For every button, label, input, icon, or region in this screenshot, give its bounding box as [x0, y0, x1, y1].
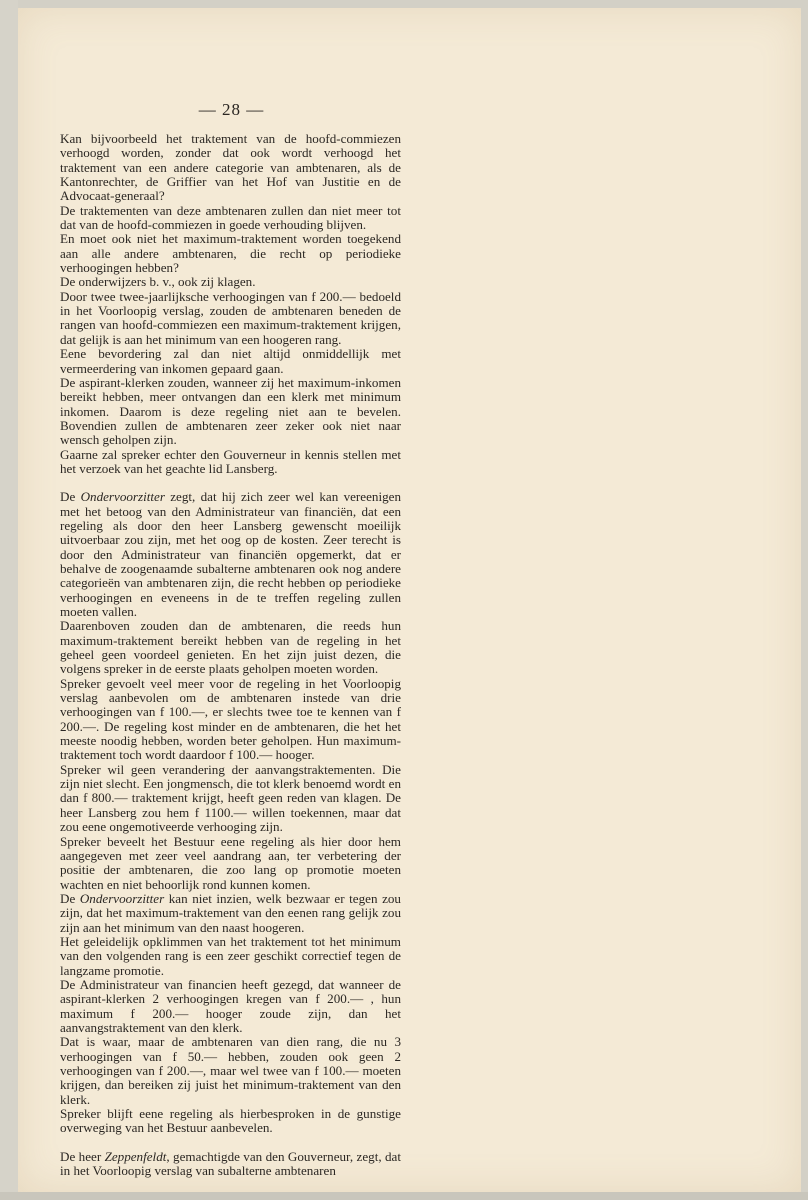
paragraph-text: De traktementen van deze ambtenaren zullen dan niet meer tot dat van de hoofd-commiezen in goede verhouding blijven. — [60, 202, 401, 233]
speaker-name: Zeppenfeldt — [104, 1148, 167, 1164]
scan-left-margin — [0, 0, 18, 1200]
paragraph-prefix: De — [60, 890, 80, 906]
page-number: — 28 — — [198, 100, 265, 119]
paragraph-text: Spreker wil geen verandering der aanvangstraktementen. Die zijn niet slecht. Een jongmensch, die tot klerk benoemd wordt en dan f 800.— traktement krijgt, heeft geen reden van klagen. De heer Lansberg zou hem f 1100.— willen toekennen, maar dat zou eene ongemotiveerde verhooging zijn. — [60, 761, 401, 835]
paragraph-text: De Administrateur van financien heeft gezegd, dat wanneer de aspirant-klerken 2 verhoogingen kregen van f 200.— , hun maximum f 200.— hooger zoude zijn, dan het aanvangstraktement van den klerk. — [60, 976, 401, 1035]
paragraph-text: Spreker blijft eene regeling als hierbesproken in de gunstige overweging van het Bestuur aanbevelen. — [60, 1106, 401, 1136]
paragraph-text: Door twee twee-jaarlijksche verhoogingen van f 200.— bedoeld in het Voorloopig verslag, zouden de ambtenaren beneden de rangen van hoofd-commiezen een maximum-traktement krijgen, dat gelijk is aan het minimum van een hoogeren rang. — [60, 288, 401, 347]
paragraph-text: Gaarne zal spreker echter den Gouverneur in kennis stellen met het verzoek van het geachte lid Lansberg. — [60, 446, 401, 476]
paragraph — [60, 132, 401, 204]
paragraph-text: Kan bijvoorbeeld het traktement van de hoofd-commiezen verhoogd worden, zonder dat ook wordt verhoogd het traktement van een andere categorie van ambtenaren, als de Kantonrechter, de Griffier van het Hof van Justitie en de Advocaat-generaal? — [60, 131, 401, 204]
paragraph — [60, 232, 401, 275]
paragraph-text: Dat is waar, maar de ambtenaren van dien rang, die nu 3 verhoogingen van f 50.— hebben, zouden ook geen 2 verhoogingen van f 200.—, maar wel twee van f 100.— moeten krijgen, dan bereiken zij juist het minimum-traktement van den klerk. — [60, 1034, 401, 1107]
paragraph — [60, 347, 401, 376]
paragraph-prefix: De heer — [60, 1148, 105, 1164]
paragraph — [60, 892, 401, 935]
paragraph-text: , gemachtigde van den Gouverneur, zegt, dat in het Voorloopig verslag van subalterne ambtenaren — [60, 1148, 401, 1179]
paragraph-text: kan niet inzien, welk bezwaar er tegen zou zijn, dat het maximum-traktement van den eenen rang gelijk zou zijn aan het minimum van den naast hoogeren. — [60, 890, 401, 935]
paragraph-text: Eene bevordering zal dan niet altijd onmiddellijk met vermeerdering van inkomen gepaard gaan. — [60, 346, 401, 376]
paragraph-text: Spreker beveelt het Bestuur eene regeling als hier door hem aangegeven met zeer veel aandrang aan, ter verbetering der positie der ambtenaren, die zoo lang op promotie moeten wachten en niet behoorlijk rond kunnen komen. — [60, 833, 401, 892]
paragraph — [60, 275, 401, 289]
paragraph — [60, 935, 401, 978]
paragraph — [60, 376, 401, 448]
paragraph — [60, 204, 401, 233]
paragraph-text: zegt, dat hij zich zeer wel kan vereenigen met het betoog van den Administrateur van financiën, dat een regeling als door den heer Lansberg gewenscht moeilijk uitvoerbaar zou zijn, met het oog op de kosten. Zeer terecht is door den Administrateur van financiën opgemerkt, dat er behalve de zoogenaamde subalterne ambtenaren ook nog andere categorieën van ambtenaren zijn, die recht hebben op periodieke verhoogingen en eveneens in de te treffen regeling zullen moeten vallen. — [60, 489, 401, 619]
paragraph — [60, 290, 401, 347]
scan-bottom-margin — [0, 1192, 808, 1200]
body-text — [60, 132, 401, 1178]
paragraph-prefix: De — [60, 489, 81, 505]
speaker-name: Ondervoorzitter — [80, 489, 165, 505]
speaker-name: Ondervoorzitter — [79, 890, 165, 906]
paragraph-text: Het geleidelijk opklimmen van het traktement tot het minimum van den volgenden rang is een zeer geschikt correctief tegen de langzame promotie. — [60, 933, 401, 978]
paragraph — [60, 835, 401, 892]
paragraph — [60, 763, 401, 835]
paragraph-text: De onderwijzers b. v., ook zij klagen. — [60, 274, 256, 290]
paragraph-text: De aspirant-klerken zouden, wanneer zij het maximum-inkomen bereikt hebben, meer ontvangen dan een klerk met minimum inkomen. Daarom is deze regeling niet aan te bevelen. Bovendien zullen de ambtenaren zeer zeker ook niet naar wensch geholpen zijn. — [60, 374, 401, 448]
paragraph — [60, 448, 401, 477]
paragraph — [60, 1035, 401, 1107]
paragraph — [60, 978, 401, 1035]
paragraph — [60, 1150, 401, 1179]
paragraph-text: Daarenboven zouden dan de ambtenaren, die reeds hun maximum-traktement bereikt hebben van de regeling in het geheel geen voordeel genieten. En het zijn juist dezen, die volgens spreker in de eerste plaats geholpen moeten worden. — [60, 618, 401, 677]
paragraph-text: En moet ook niet het maximum-traktement worden toegekend aan alle andere ambtenaren, die recht op periodieke verhoogingen hebben? — [60, 231, 401, 276]
paragraph — [60, 619, 401, 676]
paragraph — [60, 490, 401, 619]
paragraph — [60, 677, 401, 763]
paragraph — [60, 1107, 401, 1136]
paragraph-text: Spreker gevoelt veel meer voor de regeling in het Voorloopig verslag aanbevolen om de ambtenaren instede van drie verhoogingen van f 100.—, er slechts twee toe te kennen van f 200.—. De regeling kost minder en de ambtenaren, die het het meeste noodig hebben, worden beter geholpen. Hun maximum-traktement toch wordt daardoor f 100.— hooger. — [60, 675, 401, 763]
